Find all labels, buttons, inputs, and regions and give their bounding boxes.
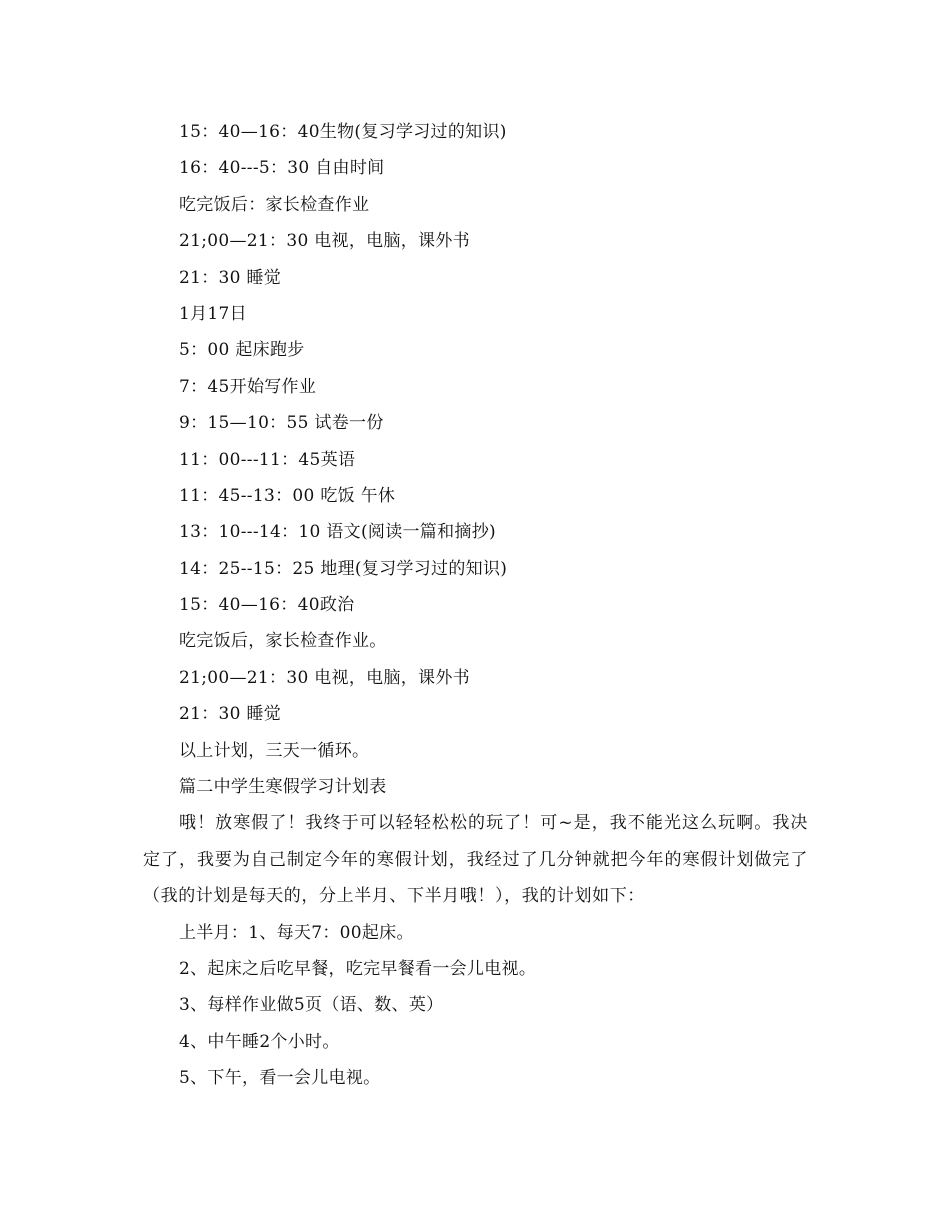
schedule-line: 21;00—21：30 电视，电脑，课外书 bbox=[179, 231, 470, 252]
summary-line: 以上计划，三天一循环。 bbox=[179, 740, 370, 761]
intro-paragraph: 哦！放寒假了！我终于可以轻轻松松的玩了！可~是，我不能光这么玩啊。我决定了，我要为自己制定今年的寒假计划，我经过了几分钟就把今年的寒假计划做完了（我的计划是每天的，分上半月、下半月哦！），我的计划如下： bbox=[143, 813, 808, 907]
section-heading: 篇二中学生寒假学习计划表 bbox=[179, 777, 387, 798]
schedule-line: 9：15—10：55 试卷一份 bbox=[179, 413, 384, 434]
schedule-line: 16：40---5：30 自由时间 bbox=[179, 158, 385, 179]
schedule-line: 15：40—16：40政治 bbox=[179, 595, 355, 616]
schedule-line: 7：45开始写作业 bbox=[179, 376, 317, 397]
schedule-line: 21：30 睡觉 bbox=[179, 267, 282, 288]
schedule-line: 13：10---14：10 语文(阅读一篇和摘抄) bbox=[179, 522, 496, 543]
schedule-line: 11：45--13：00 吃饭 午休 bbox=[179, 485, 396, 506]
plan-item: 2、起床之后吃早餐，吃完早餐看一会儿电视。 bbox=[179, 959, 537, 980]
plan-item: 4、中午睡2个小时。 bbox=[179, 1031, 340, 1052]
plan-item: 上半月：1、每天7：00起床。 bbox=[179, 922, 414, 943]
schedule-line: 吃完饭后：家长检查作业 bbox=[179, 194, 370, 215]
document-body bbox=[143, 114, 808, 1097]
plan-item: 3、每样作业做5页（语、数、英） bbox=[179, 995, 444, 1016]
schedule-line: 11：00---11：45英语 bbox=[179, 449, 356, 470]
plan-item: 5、下午，看一会儿电视。 bbox=[179, 1068, 381, 1089]
date-heading: 1月17日 bbox=[179, 303, 247, 324]
schedule-line: 14：25--15：25 地理(复习学习过的知识) bbox=[179, 558, 508, 579]
schedule-line: 5：00 起床跑步 bbox=[179, 340, 305, 361]
schedule-line: 吃完饭后，家长检查作业。 bbox=[179, 631, 387, 652]
schedule-line: 21：30 睡觉 bbox=[179, 704, 282, 725]
schedule-line: 21;00—21：30 电视，电脑，课外书 bbox=[179, 667, 470, 688]
schedule-line: 15：40—16：40生物(复习学习过的知识) bbox=[179, 122, 507, 142]
